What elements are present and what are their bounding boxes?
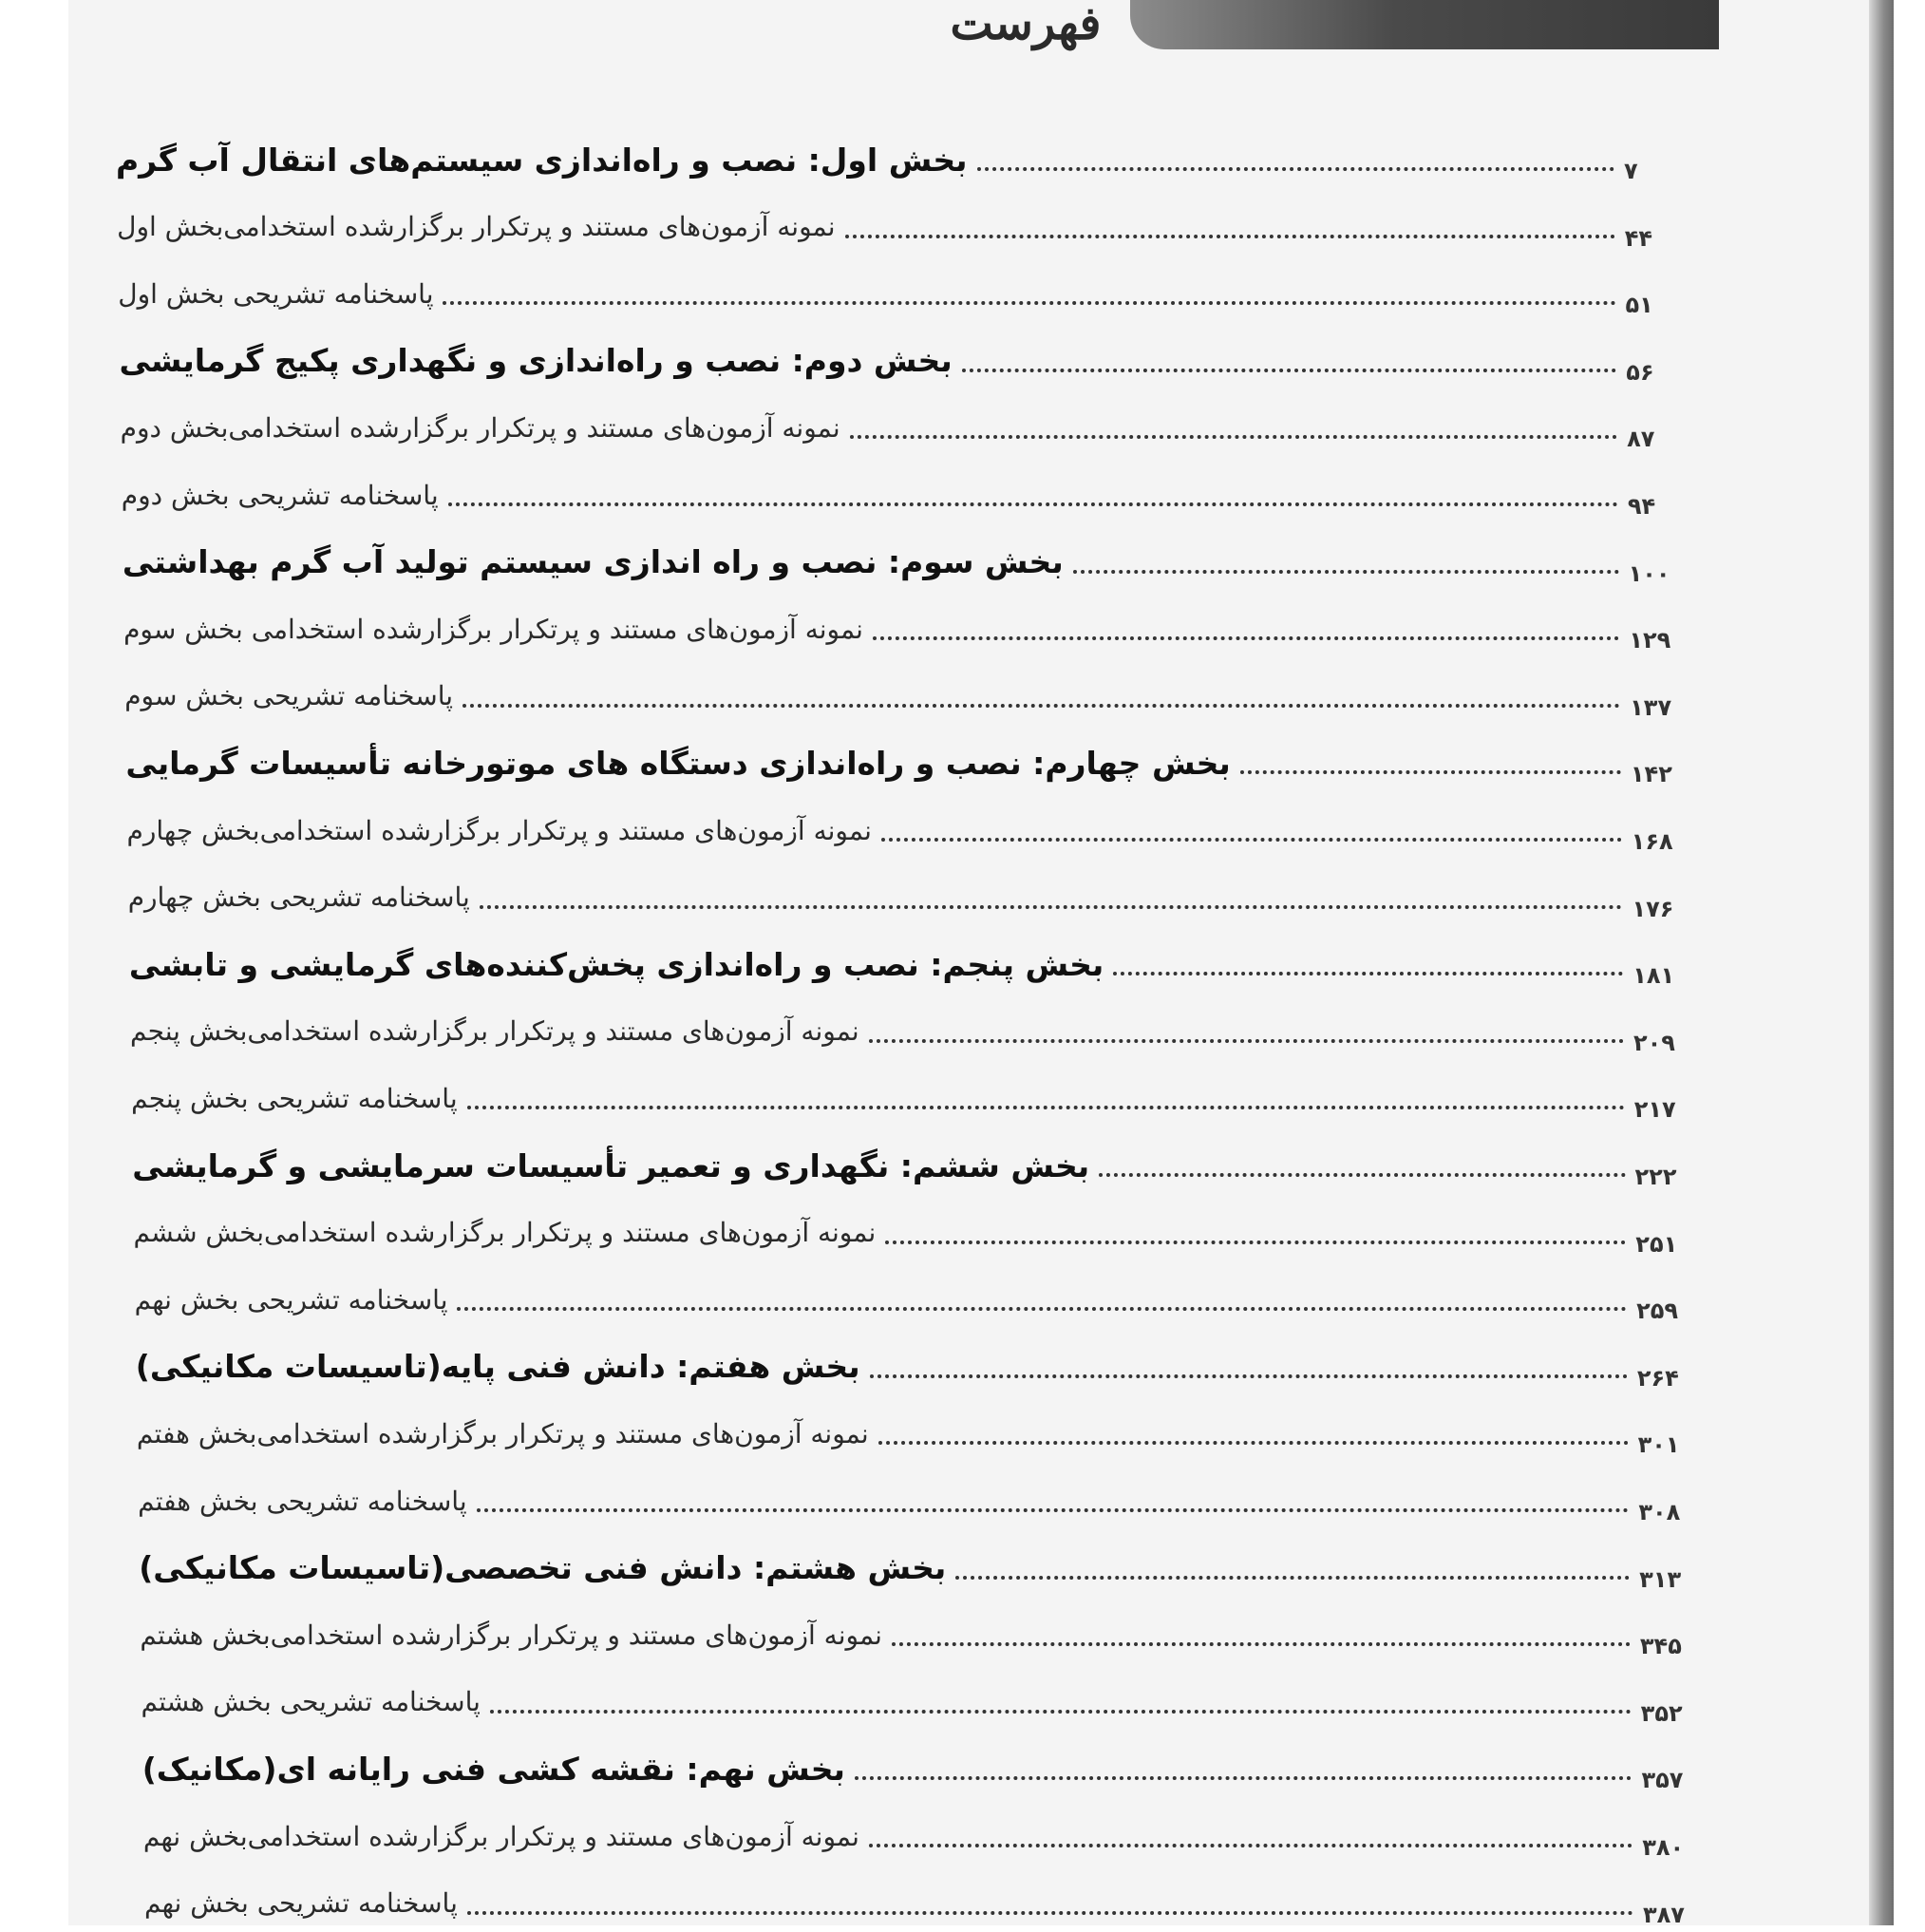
toc-entry — [132, 1137, 1701, 1194]
toc-page-number: ۲۵۹ — [1636, 1297, 1679, 1325]
toc-subsection-title: پاسخنامه تشریحی بخش هشتم — [141, 1686, 481, 1718]
toc-page-number: ۷ — [1624, 158, 1638, 184]
toc-entry — [135, 1271, 1703, 1328]
toc-page-number: ۸۷ — [1627, 426, 1655, 453]
toc-entry — [131, 1070, 1701, 1127]
toc-entry — [117, 199, 1691, 256]
toc-entry — [119, 332, 1692, 389]
toc-entry — [140, 1606, 1707, 1663]
toc-page-number: ۱۲۹ — [1629, 627, 1671, 654]
dot-leader — [467, 1106, 1625, 1109]
toc-page-number: ۲۱۷ — [1633, 1096, 1676, 1124]
toc-page-number: ۵۶ — [1626, 358, 1654, 386]
toc-page-number: ۲۰۹ — [1633, 1029, 1675, 1056]
toc-entry — [116, 131, 1690, 188]
toc-subsection-title: نمونه آزمون‌های مستند و پرتکرار برگزارشده استخدامی‌بخش دوم — [120, 411, 840, 444]
toc-entry — [124, 668, 1696, 725]
page-title: فهرست — [950, 0, 1102, 50]
toc-page-number: ۱۷۶ — [1632, 895, 1674, 922]
toc-page-number: ۳۰۱ — [1637, 1431, 1680, 1459]
toc-page-number: ۵۱ — [1625, 292, 1653, 319]
toc-subsection-title: نمونه آزمون‌های مستند و پرتکرار برگزارشده استخدامی‌بخش نهم — [142, 1820, 859, 1852]
dot-leader — [443, 301, 1615, 305]
toc-entry — [123, 534, 1695, 591]
dot-leader — [1099, 1173, 1625, 1177]
toc-entry — [144, 1875, 1709, 1932]
toc-entry — [121, 399, 1693, 456]
toc-page-number: ۱۳۷ — [1630, 693, 1672, 721]
page-edge-shadow — [1869, 0, 1894, 1925]
dot-leader — [477, 1508, 1630, 1512]
dot-leader — [873, 636, 1619, 640]
toc-page-number: ۱۴۲ — [1630, 761, 1672, 788]
toc-page-number: ۱۸۱ — [1632, 962, 1675, 990]
dot-leader — [1240, 770, 1621, 774]
toc-section-title: بخش نهم: نقشه کشی فنی رایانه ای(مکانیک) — [142, 1750, 845, 1788]
toc-subsection-title: نمونه آزمون‌های مستند و پرتکرار برگزارشده استخدامی‌بخش چهارم — [126, 814, 872, 846]
toc-subsection-title: نمونه آزمون‌های مستند و پرتکرار برگزارشده استخدامی‌بخش پنجم — [130, 1015, 859, 1048]
toc-subsection-title: پاسخنامه تشریحی بخش نهم — [134, 1283, 448, 1316]
toc-section-title: بخش ششم: نگهداری و تعمیر تأسیسات سرمایشی و گرمایشی — [132, 1146, 1090, 1184]
toc-subsection-title: نمونه آزمون‌های مستند و پرتکرار برگزارشده استخدامی‌بخش هشتم — [140, 1619, 882, 1651]
toc-section-title: بخش پنجم: نصب و راه‌اندازی پخش‌کننده‌های گرمایشی و تابشی — [128, 945, 1104, 983]
background-right — [1894, 0, 1925, 1925]
dot-leader — [878, 1441, 1629, 1445]
toc-entry — [127, 802, 1698, 859]
toc-page-number: ۴۴ — [1624, 224, 1653, 252]
toc-subsection-title: پاسخنامه تشریحی بخش پنجم — [131, 1082, 458, 1114]
toc-page-number: ۳۸۰ — [1642, 1834, 1685, 1861]
toc-entry — [123, 600, 1695, 657]
background-left — [0, 0, 68, 1925]
dot-leader — [480, 905, 1623, 909]
toc-subsection-title: پاسخنامه تشریحی بخش چهارم — [127, 881, 470, 914]
toc-entry — [137, 1405, 1705, 1462]
toc-subsection-title: نمونه آزمون‌های مستند و پرتکرار برگزارشده استخدامی‌بخش ششم — [133, 1217, 877, 1249]
toc-subsection-title: پاسخنامه تشریحی بخش سوم — [124, 680, 454, 712]
dot-leader — [885, 1241, 1626, 1244]
dot-leader — [855, 1776, 1632, 1780]
toc-entry — [139, 1540, 1706, 1597]
dot-leader — [881, 838, 1622, 842]
toc-section-title: بخش چهارم: نصب و راه‌اندازی دستگاه های موتورخانه تأسیسات گرمایی — [125, 744, 1231, 782]
dot-leader — [448, 502, 1618, 506]
dot-leader — [490, 1710, 1632, 1714]
toc-entry — [136, 1338, 1704, 1395]
toc-subsection-title: نمونه آزمون‌های مستند و پرتکرار برگزارشده استخدامی‌بخش هفتم — [136, 1417, 869, 1449]
dot-leader — [892, 1642, 1631, 1646]
toc-entry — [142, 1740, 1708, 1797]
dot-leader — [462, 704, 1620, 708]
header-banner — [1130, 0, 1719, 49]
dot-leader — [850, 435, 1617, 439]
toc-entry — [143, 1808, 1708, 1865]
toc-page-number: ۳۰۸ — [1638, 1499, 1681, 1525]
toc-section-title: بخش هشتم: دانش فنی تخصصی(تاسیسات مکانیکی) — [139, 1549, 947, 1587]
toc-entry — [130, 1003, 1700, 1060]
toc-subsection-title: پاسخنامه تشریحی بخش دوم — [121, 479, 439, 511]
dot-leader — [870, 1374, 1628, 1378]
toc-subsection-title: پاسخنامه تشریحی بخش هفتم — [138, 1485, 467, 1517]
toc-entry — [138, 1472, 1705, 1529]
toc-subsection-title: نمونه آزمون‌های مستند و پرتکرار برگزارشده استخدامی‌بخش اول — [117, 211, 836, 243]
dot-leader — [1073, 570, 1619, 574]
toc-entry — [125, 734, 1697, 791]
toc-page-number: ۱۶۸ — [1631, 828, 1673, 855]
toc-page-number: ۹۴ — [1627, 493, 1656, 520]
dot-leader — [977, 167, 1614, 171]
dot-leader — [869, 1844, 1632, 1847]
dot-leader — [845, 235, 1615, 238]
toc-entry — [133, 1204, 1702, 1261]
toc-page-number: ۳۵۲ — [1640, 1699, 1683, 1727]
toc-page-number: ۲۲۲ — [1634, 1164, 1677, 1190]
dot-leader — [962, 369, 1617, 372]
toc-page-number: ۳۸۷ — [1643, 1901, 1685, 1928]
toc-section-title: بخش دوم: نصب و راه‌اندازی و نگهداری پکیج گرمایشی — [119, 342, 953, 380]
toc-page-number: ۲۵۱ — [1635, 1230, 1678, 1258]
toc-entry — [128, 869, 1699, 926]
toc-subsection-title: نمونه آزمون‌های مستند و پرتکرار برگزارشده استخدامی بخش سوم — [123, 613, 863, 645]
toc-page-number: ۱۰۰ — [1628, 559, 1670, 587]
dot-leader — [869, 1039, 1624, 1043]
dot-leader — [467, 1911, 1633, 1915]
toc-page-number: ۳۵۷ — [1641, 1767, 1684, 1794]
toc-section-title: بخش اول: نصب و راه‌اندازی سیستم‌های انتقال آب گرم — [116, 141, 968, 179]
toc-page-number: ۲۶۴ — [1636, 1364, 1679, 1392]
toc-section-title: بخش سوم: نصب و راه اندازی سیستم تولید آب گرم بهداشتی — [122, 543, 1064, 581]
dot-leader — [1113, 972, 1623, 975]
toc-entry — [142, 1674, 1708, 1731]
toc-section-title: بخش هفتم: دانش فنی پایه(تاسیسات مکانیکی) — [135, 1348, 860, 1386]
toc-page-number: ۳۴۵ — [1639, 1633, 1682, 1660]
toc-subsection-title: پاسخنامه تشریحی بخش نهم — [144, 1887, 458, 1920]
dot-leader — [955, 1576, 1630, 1580]
dot-leader — [457, 1307, 1627, 1311]
toc-entry — [118, 265, 1691, 322]
toc-subsection-title: پاسخنامه تشریحی بخش اول — [118, 277, 434, 310]
toc-page-number: ۳۱۳ — [1639, 1565, 1682, 1593]
toc-entry — [122, 466, 1694, 523]
toc-entry — [129, 936, 1699, 993]
